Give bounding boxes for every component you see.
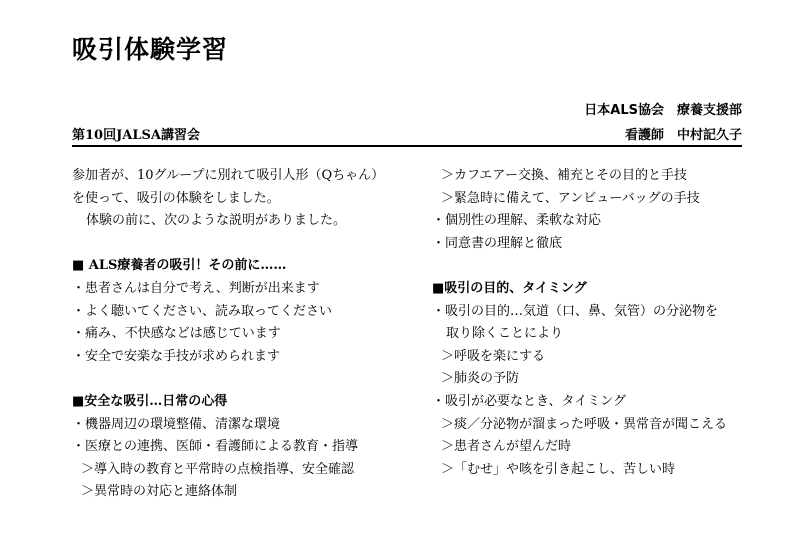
- intro-line: を使って、吸引の体験をしました。: [72, 190, 280, 206]
- list-subitem: ＞カフエアー交換、補充とその目的と手技: [441, 168, 687, 183]
- right-column: [432, 165, 752, 481]
- section-heading: ■安全な吸引…日常の心得: [72, 393, 228, 409]
- list-subitem: ＞導入時の教育と平常時の点検指導、安全確認: [81, 461, 355, 477]
- section-heading: ■ ALS療養者の吸引！その前に……: [72, 258, 287, 274]
- list-item: ・同意書の理解と徹底: [432, 235, 563, 251]
- list-subitem: ＞緊急時に備えて、アンビューバッグの手技: [441, 190, 700, 206]
- spacer: [432, 255, 752, 278]
- list-item: ・患者さんは自分で考え、判断が出来ます: [72, 280, 320, 296]
- section-heading: ■吸引の目的、タイミング: [432, 280, 587, 296]
- list-subitem: ＞「むせ」や咳を引き起こし、苦しい時: [441, 461, 676, 477]
- list-item: ・安全で安楽な手技が求められます: [72, 348, 281, 364]
- list-item: ・吸引が必要なとき、タイミング: [432, 393, 626, 409]
- session-label: 第10回JALSA講習会: [72, 128, 200, 143]
- page-title: 吸引体験学習: [72, 35, 229, 64]
- list-subitem: ＞呼吸を楽にする: [441, 348, 546, 364]
- header-divider: [72, 145, 742, 147]
- list-subitem: ＞痰／分泌物が溜まった呼吸・異常音が聞こえる: [441, 416, 728, 432]
- list-item: ・医療との連携、医師・看護師による教育・指導: [72, 439, 359, 455]
- list-subitem: ＞異常時の対応と連絡体制: [81, 484, 238, 500]
- spacer: [72, 233, 422, 256]
- intro-line: 参加者が、10グループに別れて吸引人形（Qちゃん）: [72, 168, 385, 183]
- left-column: [72, 165, 422, 504]
- list-item: ・痛み、不快感などは感じています: [72, 326, 281, 342]
- list-item: ・個別性の理解、柔軟な対応: [432, 213, 602, 229]
- list-subitem: ＞肺炎の予防: [441, 371, 520, 387]
- author-label: 看護師 中村記久子: [624, 128, 742, 143]
- intro-line: 体験の前に、次のような説明がありました。: [86, 213, 347, 229]
- organization-label: 日本ALS協会 療養支援部: [584, 103, 742, 118]
- list-item: ・吸引の目的…気道（口、鼻、気管）の分泌物を: [432, 303, 719, 319]
- list-item: ・機器周辺の環境整備、清潔な環境: [72, 416, 281, 432]
- spacer: [72, 368, 422, 391]
- list-subitem: ＞患者さんが望んだ時: [441, 439, 572, 455]
- list-item: ・よく聴いてください、読み取ってください: [72, 303, 333, 319]
- list-item-continuation: 取り除くことにより: [446, 326, 564, 342]
